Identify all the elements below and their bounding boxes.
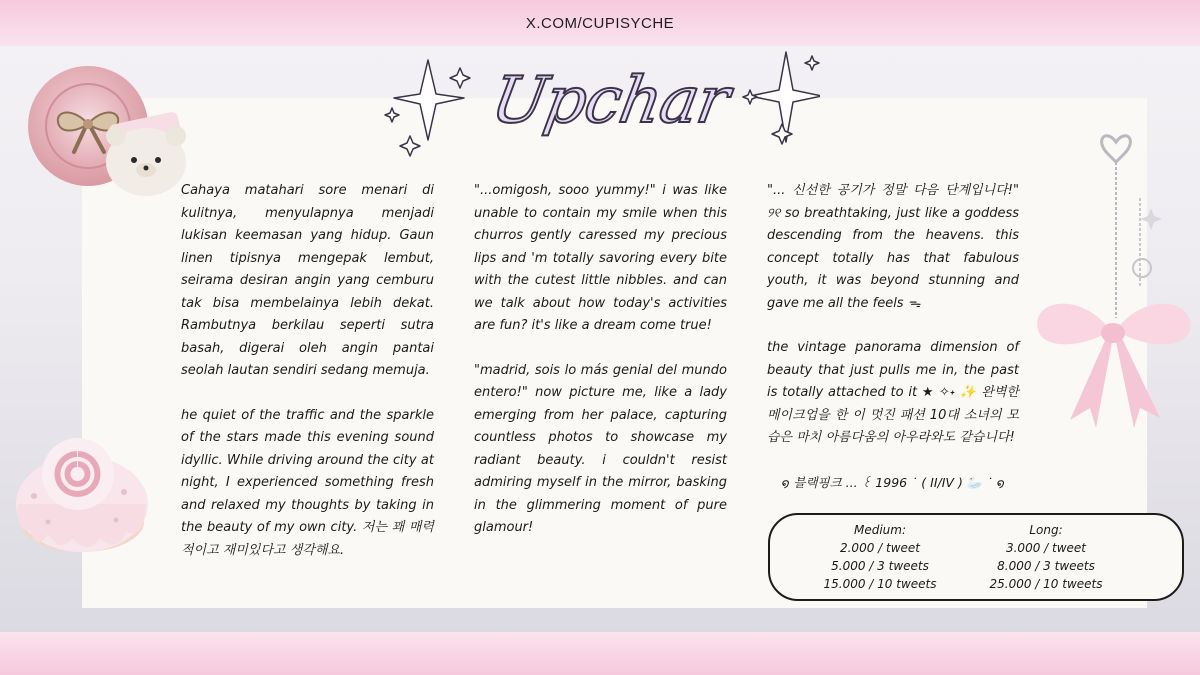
column-2-paragraph-2: "madrid, sois lo más genial del mundo entero!" now picture me, like a lady emerging from her palace, capturing countless photos to showcase my radiant beauty. i couldn't resist admiring myself in the mirror, basking in the glimmering moment of pure glamour!: [474, 362, 727, 535]
column-3: [767, 180, 1019, 516]
column-1: [181, 180, 434, 584]
column-3-paragraph-2: the vintage panorama dimension of beauty that just pulls me in, the past is totally attached to it ★ ✧˖ ✨ 완벽한 메이크업을 한 이 멋진 패션 10대 소녀의 모습은 마치 아름다움의 아우라와도 같습니다!: [767, 340, 1019, 445]
pricing-medium-label: Medium:: [853, 523, 907, 537]
column-1-paragraph-2: he quiet of the traffic and the sparkle of the stars made this evening sound idyllic. While driving around the city at night, I experienced something fresh and relaxed my thoughts by taking in the beauty of my own city. 저는 꽤 매력적이고 재미있다고 생각해요.: [181, 407, 434, 558]
top-banner: [0, 0, 1200, 46]
page-title: Upchar: [486, 64, 734, 138]
signature-line: ໑ 블랙핑크 ... ꒰ 1996 ˙ ( II/IV ) 🦢 ˙ ໑: [781, 474, 1005, 490]
column-1-paragraph-1: Cahaya matahari sore menari di kulitnya, menyulapnya menjadi lukisan keemasan yang hidup. Gaun linen tipisnya mengepak lembut, seirama desiran angin yang cemburu tak bisa membelainya lebih dekat. Rambutnya berkilau seperti sutra basah, digerai oleh angin pantai seolah lautan sendiri sedang memuja.: [181, 183, 434, 378]
pricing-long: [956, 521, 1136, 593]
column-3-paragraph-1: "... 신선한 공기가 정말 다음 단계입니다!" ୨୧ so breathtaking, just like a goddess descending from the heavens. this concept totally has that fabulous youth, it was beyond stunning and gave me all the feels ᯓ: [767, 183, 1019, 311]
pricing-long-label: Long:: [1029, 523, 1063, 537]
title-banner: [380, 50, 820, 165]
bear-plush-icon: [98, 112, 194, 198]
pricing-rate: 3.000 / tweet: [1005, 541, 1086, 555]
pink-donut-icon: [4, 404, 154, 564]
column-2-paragraph-1: "...omigosh, sooo yummy!" i was like unable to contain my smile when this churros gently caressed my precious lips and 'm totally savoring every bite with the cutest little nibbles. and can we talk about how today's activities are fun? it's like a dream come true!: [474, 183, 727, 333]
pricing-box: [768, 513, 1184, 601]
heart-keychain-icon: [1096, 118, 1166, 318]
pricing-medium: [790, 521, 970, 593]
pricing-rate: 2.000 / tweet: [839, 541, 920, 555]
pink-ribbon-bow-icon: [1030, 290, 1200, 430]
pricing-rate: 25.000 / 10 tweets: [989, 577, 1103, 591]
pricing-rate: 8.000 / 3 tweets: [997, 559, 1095, 573]
bottom-banner: [0, 632, 1200, 675]
column-2: [474, 180, 727, 562]
header-url[interactable]: X.COM/CUPISYCHE: [525, 14, 675, 32]
pricing-rate: 5.000 / 3 tweets: [831, 559, 929, 573]
pricing-rate: 15.000 / 10 tweets: [823, 577, 937, 591]
